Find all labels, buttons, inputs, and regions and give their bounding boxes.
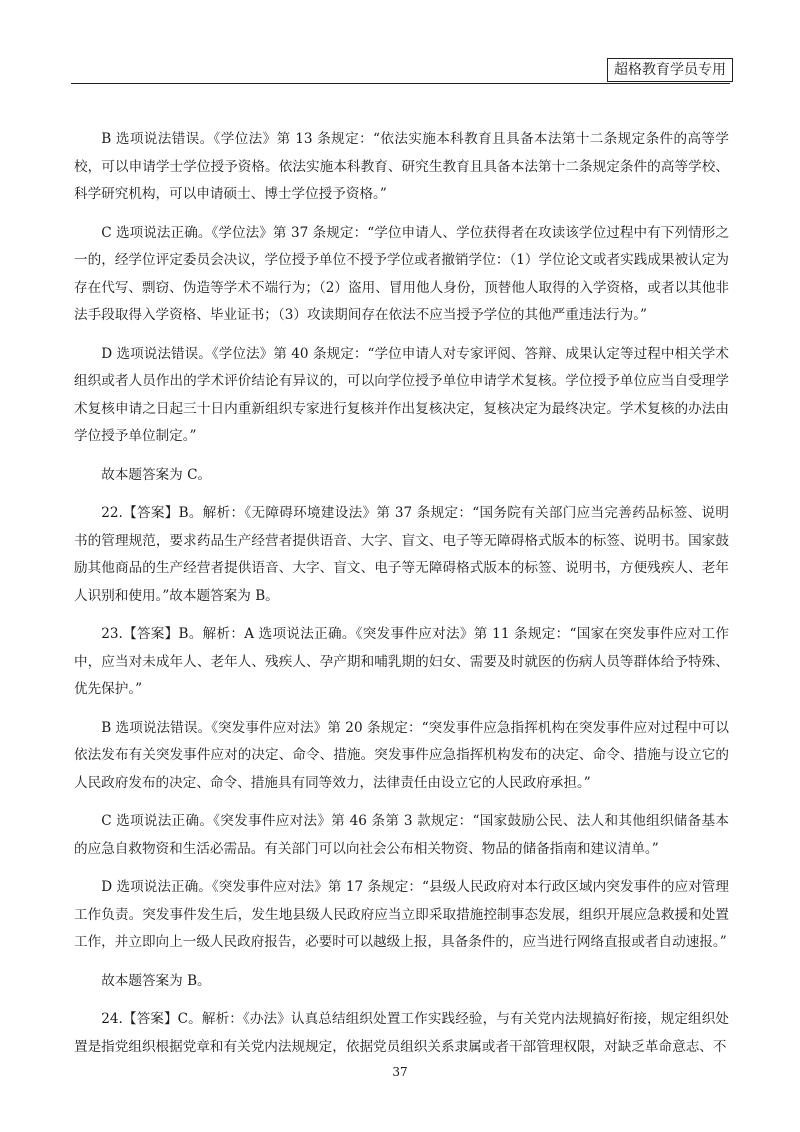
paragraph: D 选项说法错误。《学位法》第 40 条规定：“学位申请人对专家评阅、答辩、成果认定等过程中相关学术组织或者人员作出的学术评价结论有异议的，可以向学位授予单位申请学术复核。学位授予单位应当自受理学术复核申请之日起三十日内重新组织专家进行复核并作出复核决定，复核决定为最终决定。学术复核的办法由学位授予单位制定。” bbox=[74, 345, 729, 444]
paragraph: 24.【答案】C。解析：《办法》认真总结组织处置工作实践经验，与有关党内法规搞好衔接，规定组织处置是指党组织根据党章和有关党内法规规定，依据党员组织关系隶属或者干部管理权限，对缺乏革命意志、不 bbox=[74, 1011, 729, 1055]
paragraph: B 选项说法错误。《突发事件应对法》第 20 条规定：“突发事件应急指挥机构在突发事件应对过程中可以依法发布有关突发事件应对的决定、命令、措施。突发事件应急指挥机构发布的决定、命令、措施与设立它的人民政府发布的决定、命令、措施具有同等效力，法律责任由设立它的人民政府承担。” bbox=[74, 719, 729, 791]
paragraph: B 选项说法错误。《学位法》第 13 条规定：“依法实施本科教育且具备本法第十二条规定条件的高等学校，可以申请学士学位授予资格。依法实施本科教育、研究生教育且具备本法第十二条规定条件的高等学校、科学研究机构，可以申请硕士、博士学位授予资格。” bbox=[74, 131, 729, 202]
paragraph: 故本题答案为 B。 bbox=[101, 972, 211, 989]
paragraph: C 选项说法正确。《突发事件应对法》第 46 条第 3 款规定：“国家鼓励公民、法人和其他组织储备基本的应急自救物资和生活必需品。有关部门可以向社会公布相关物资、物品的储备指南和建议清单。” bbox=[74, 813, 729, 857]
document-body bbox=[74, 126, 729, 1072]
header-divider bbox=[71, 83, 730, 84]
paragraph: D 选项说法正确。《突发事件应对法》第 17 条规定：“县级人民政府对本行政区域内突发事件的应对管理工作负责。突发事件发生后，发生地县级人民政府应当立即采取措施控制事态发展，组织开展应急救援和处置工作，并立即向上一级人民政府报告，必要时可以越级上报，具备条件的，应当进行网络直报或者自动速报。” bbox=[74, 879, 729, 950]
header-badge: 超格教育学员专用 bbox=[607, 58, 733, 82]
page-number: 37 bbox=[392, 1065, 408, 1079]
paragraph: 22.【答案】B。解析：《无障碍环境建设法》第 37 条规定：“国务院有关部门应当完善药品标签、说明书的管理规范，要求药品生产经营者提供语音、大字、盲文、电子等无障碍格式版本的标签、说明书。国家鼓励其他商品的生产经营者提供语音、大字、盲文、电子等无障碍格式版本的标签、说明书，方便残疾人、老年人识别和使用。”故本题答案为 B。 bbox=[74, 505, 729, 604]
paragraph: 故本题答案为 C。 bbox=[101, 466, 212, 483]
paragraph: C 选项说法正确。《学位法》第 37 条规定：“学位申请人、学位获得者在攻读该学位过程中有下列情形之一的，经学位评定委员会决议，学位授予单位不授予学位或者撤销学位：（1）学位论文或者实践成果被认定为存在代写、剽窃、伪造等学术不端行为；（2）盗用、冒用他人身份，顶替他人取得的入学资格，或者以其他非法手段取得入学资格、毕业证书；（3）攻读期间存在依法不应当授予学位的其他严重违法行为。” bbox=[74, 224, 729, 323]
paragraph: 23.【答案】B。解析：A 选项说法正确。《突发事件应对法》第 11 条规定：“国家在突发事件应对工作中，应当对未成年人、老年人、残疾人、孕产期和哺乳期的妇女、需要及时就医的伤病人员等群体给予特殊、优先保护。” bbox=[74, 626, 729, 697]
